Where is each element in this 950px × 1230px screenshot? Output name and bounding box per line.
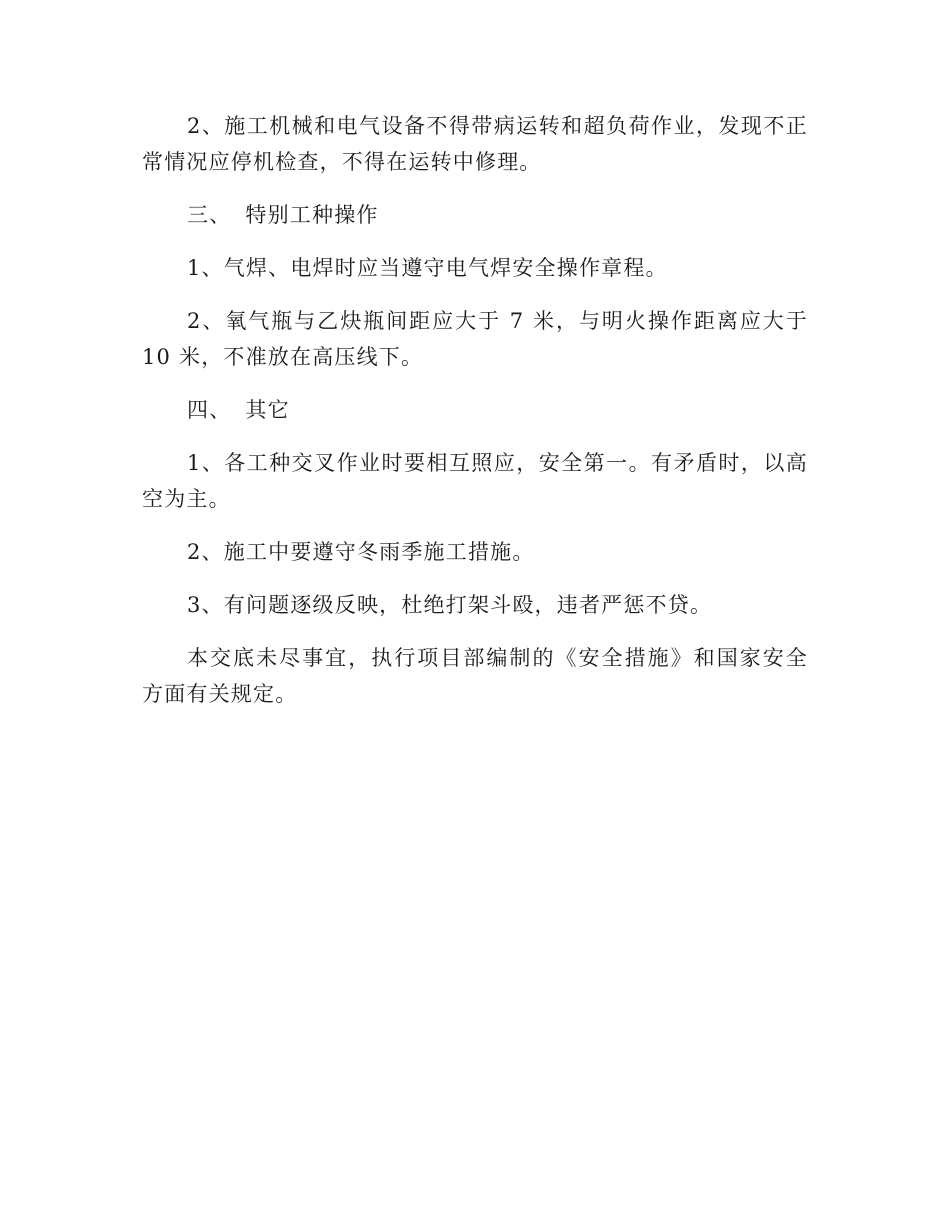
paragraph-closing-note: 本交底未尽事宜，执行项目部编制的《安全措施》和国家安全方面有关规定。 [142, 646, 808, 706]
section-number: 三、 [187, 203, 232, 227]
paragraph-issue-reporting: 3、有问题逐级反映，杜绝打架斗殴，违者严惩不贷。 [187, 593, 713, 617]
paragraph-seasonal-measures: 2、施工中要遵守冬雨季施工措施。 [187, 540, 535, 564]
paragraph-gas-cylinder-distance: 2、氧气瓶与乙炔瓶间距应大于 7 米，与明火操作距离应大于 10 米，不准放在高压线下。 [142, 309, 808, 369]
paragraph-cross-work: 1、各工种交叉作业时要相互照应，安全第一。有矛盾时，以高空为主。 [142, 451, 808, 511]
paragraph-welding-rules: 1、气焊、电焊时应当遵守电气焊安全操作章程。 [187, 256, 668, 280]
paragraph-machinery-operation: 2、施工机械和电气设备不得带病运转和超负荷作业，发现不正常情况应停机检查，不得在运转中修理。 [142, 114, 808, 174]
section-title: 其它 [245, 398, 290, 422]
document-body [142, 108, 808, 729]
section-heading-special-work [142, 197, 808, 233]
section-title: 特别工种操作 [245, 203, 379, 227]
section-number: 四、 [187, 398, 232, 422]
section-heading-other [142, 392, 808, 428]
